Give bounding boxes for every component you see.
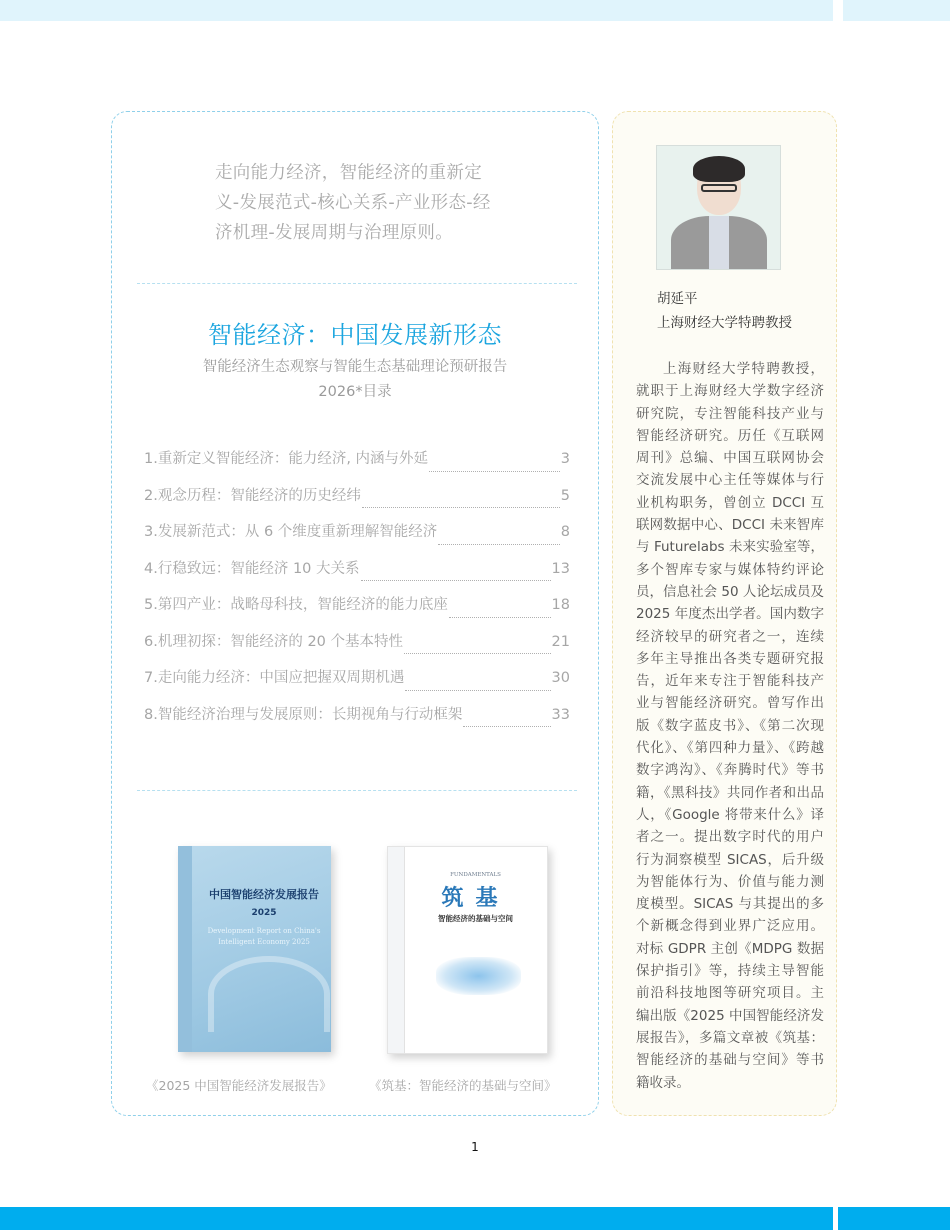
- page-title: 智能经济：中国发展新形态: [208, 321, 502, 349]
- toc-page: 13: [551, 560, 570, 577]
- toc-page: 3: [560, 451, 570, 467]
- book-cover-zhuji: [387, 846, 548, 1054]
- top-decor-band: [0, 0, 833, 21]
- intro-text: 走向能力经济，智能经济的重新定义-发展范式-核心关系-产业形态-经济机理-发展周期与治理原则。: [215, 163, 491, 243]
- subtitle-line-2: 2026*目录: [318, 384, 392, 400]
- book-cover-title: 筑基: [441, 885, 510, 911]
- photo-shirt: [709, 216, 729, 270]
- subtitle-line-1: 智能经济生态观察与智能生态基础理论预研报告: [202, 359, 508, 375]
- book-spine: [178, 846, 192, 1052]
- toc-title: 5.第四产业：战略母科技，智能经济的能力底座: [144, 597, 448, 613]
- book-cover-title: 中国智能经济发展报告: [209, 888, 319, 901]
- toc-title: 8.智能经济治理与发展原则：长期视角与行动框架: [144, 706, 463, 723]
- author-bio: 上海财经大学特聘教授，就职于上海财经大学数字经济研究院，专注智能科技产业与智能经济研究。历任《互联网周刊》总编、中国互联网协会交流发展中心主任等媒体与行业机构职务，曾创立 DCCI 互联网数据中心、DCCI 未来智库与 Futurelabs 未来实验室等，多个智库专家与媒体特约评论员，信息社会 50 人论坛成员及 2025 年度杰出学者。国内数字经济较早的研究者之一，连续多年主导推出各类专题研究报告，近年来专注于智能科技产业与智能经济研究。曾写作出版《数字蓝皮书》、《第二次现代化》、《第四种力量》、《跨越数字鸿沟》、《奔腾时代》等书籍，《黑科技》共同作者和出品人，《Google 将带来什么》译者之一。提出数字时代的用户行为洞察模型 SICAS，后升级为智能体行为、价值与能力测度模型。SICAS 与其提出的多个新概念得到业界广泛应用。对标 GDPR 主创《MDPG 数据保护指引》等，持续主导智能前沿科技地图等研究项目。主编出版《2025 中国智能经济发展报告》，多篇文章被《筑基：智能经济的基础与空间》等书籍收录。: [636, 361, 824, 1091]
- page-number: 1: [471, 1140, 479, 1154]
- toc-title: 1.重新定义智能经济：能力经济, 内涵与外延: [144, 451, 429, 467]
- book-cover-year: 2025: [251, 908, 277, 918]
- table-of-contents: [144, 447, 570, 739]
- divider-top: [137, 283, 577, 284]
- author-info: [657, 287, 792, 335]
- page-subtitle: [111, 355, 599, 405]
- book-cover-english: Development Report on China's Intelligent Economy 2025: [207, 927, 321, 946]
- photo-glasses: [701, 184, 737, 192]
- toc-page: 18: [551, 597, 570, 613]
- toc-page: 21: [551, 633, 570, 650]
- toc-item[interactable]: [144, 630, 570, 667]
- toc-item[interactable]: [144, 447, 570, 484]
- toc-page: 33: [551, 706, 570, 723]
- toc-leader: [463, 726, 550, 727]
- toc-item[interactable]: [144, 666, 570, 703]
- toc-item[interactable]: [144, 703, 570, 740]
- book-spine: [388, 847, 405, 1053]
- toc-title: 2.观念历程：智能经济的历史经纬: [144, 487, 361, 504]
- book-cover-subtitle: 智能经济的基础与空间: [438, 914, 513, 923]
- toc-item[interactable]: [144, 484, 570, 521]
- toc-item[interactable]: [144, 593, 570, 630]
- toc-title: 3.发展新范式：从 6 个维度重新理解智能经济: [144, 524, 438, 540]
- book-caption-2: 《筑基：智能经济的基础与空间》: [369, 1078, 557, 1093]
- author-title: 上海财经大学特聘教授: [657, 315, 792, 331]
- toc-leader: [404, 653, 551, 654]
- book-cover-graphic: [436, 957, 521, 995]
- photo-hair: [693, 156, 745, 182]
- toc-leader: [449, 617, 551, 618]
- toc-leader: [429, 471, 560, 472]
- toc-page: 5: [560, 487, 570, 504]
- toc-leader: [405, 690, 550, 691]
- book-cover-label: FUNDAMENTALS: [450, 872, 501, 878]
- toc-title: 4.行稳致远：智能经济 10 大关系: [144, 560, 360, 577]
- toc-item[interactable]: [144, 520, 570, 557]
- bottom-decor-band-right: [838, 1207, 950, 1230]
- toc-leader: [361, 580, 551, 581]
- top-decor-band-right: [843, 0, 950, 21]
- book-cover-2025-report: [178, 846, 331, 1052]
- divider-bottom: [137, 790, 577, 791]
- toc-page: 8: [560, 524, 570, 540]
- toc-page: 30: [551, 670, 570, 686]
- toc-title: 7.走向能力经济：中国应把握双周期机遇: [144, 670, 405, 686]
- toc-title: 6.机理初探：智能经济的 20 个基本特性: [144, 633, 404, 650]
- bottom-decor-band: [0, 1207, 833, 1230]
- toc-leader: [362, 507, 560, 508]
- author-photo: [656, 145, 781, 270]
- book-caption-1: 《2025 中国智能经济发展报告》: [146, 1078, 332, 1093]
- toc-leader: [438, 544, 559, 545]
- toc-item[interactable]: [144, 557, 570, 594]
- book-cover-graphic: [208, 956, 330, 1032]
- author-name: 胡延平: [657, 291, 698, 307]
